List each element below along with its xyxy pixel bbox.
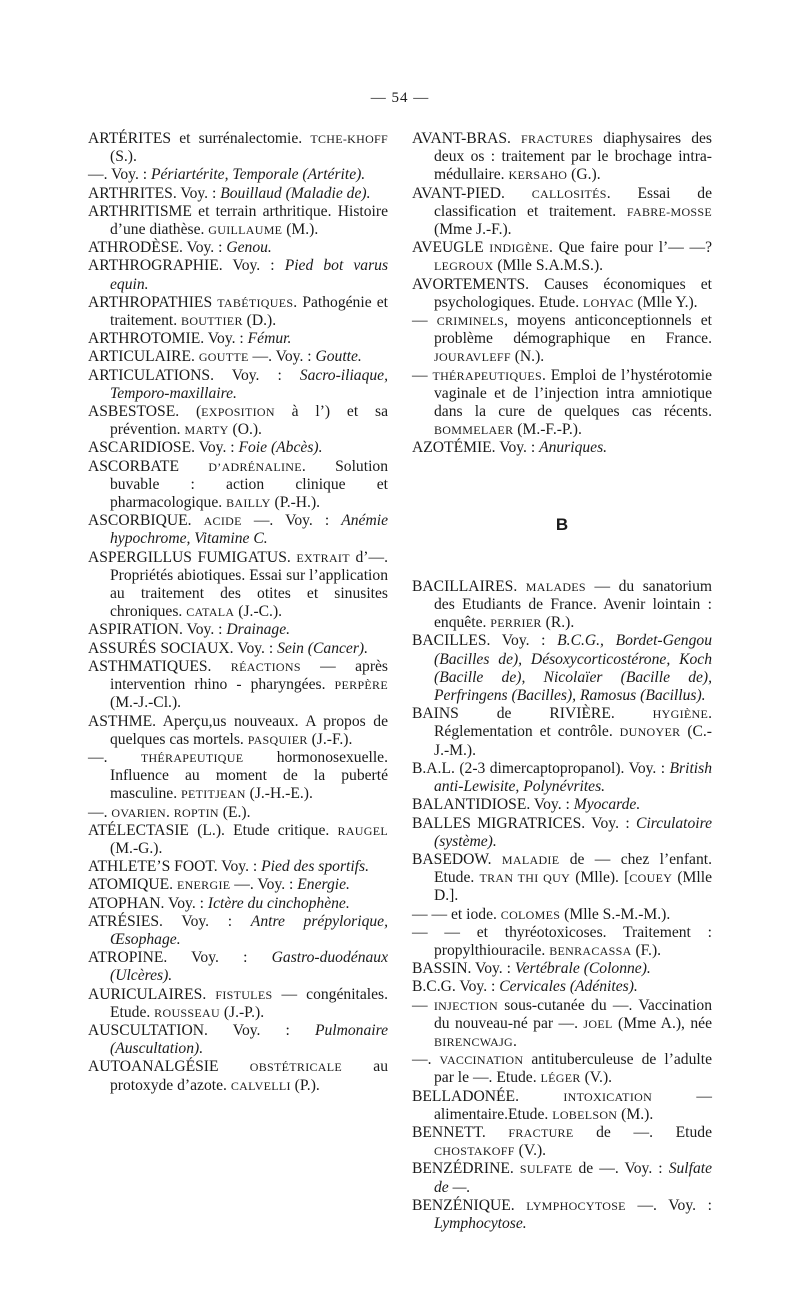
cross-reference: Genou. (226, 239, 272, 257)
entry-text: — — et thyréotoxicoses. Traitement : propylthiouracile. (412, 923, 712, 959)
entry-text: à l’) et sa prévention. (110, 403, 388, 439)
entry-text: (P.-H.). (270, 494, 321, 512)
index-entry (88, 330, 388, 348)
index-entry (412, 367, 712, 440)
index-entry (412, 185, 712, 240)
entry-text: ASCORBIQUE. (88, 512, 204, 530)
entry-text: (V.). (514, 1142, 547, 1160)
entry-text: de —. Voy. : (572, 1160, 669, 1178)
index-entry (88, 895, 388, 913)
index-entry (412, 978, 712, 996)
entry-text: (M.). (617, 1105, 654, 1123)
entry-text: —. Voy. : (625, 1196, 712, 1214)
small-caps-term: COUEY (629, 871, 673, 886)
entry-text: ATOPHAN. Voy. : (88, 894, 208, 912)
entry-text: BALANTIDIOSE. Voy. : (412, 796, 574, 814)
small-caps-term: PASQUIER (247, 732, 308, 747)
small-caps-term: ROUSSEAU (154, 1005, 220, 1020)
index-entry (412, 705, 712, 760)
entry-text: (Mlle). [ (570, 869, 630, 887)
index-entry (88, 512, 388, 548)
cross-reference: Lymphocytose. (434, 1214, 527, 1232)
small-caps-term: CHOSTAKOFF (434, 1144, 515, 1159)
small-caps-term: EXTRAIT (296, 550, 350, 565)
entry-text: ASPIRATION. Voy. : (88, 621, 227, 639)
small-caps-term: CRIMINELS (436, 314, 505, 329)
entry-text: . Pathogénie et traitement. (110, 293, 388, 330)
index-entry (412, 1160, 712, 1196)
cross-reference: Sein (Cancer). (277, 639, 368, 657)
entry-text: AVEUGLE (412, 239, 490, 257)
entry-text: . (165, 803, 174, 821)
small-caps-term: BOMMELAER (434, 423, 514, 438)
index-entry (412, 1088, 712, 1124)
index-entry (88, 549, 388, 622)
entries-right-b (412, 578, 712, 1233)
small-caps-term: LOBELSON (552, 1107, 618, 1122)
index-entry (412, 997, 712, 1052)
entry-text: ASBESTOSE. ( (88, 403, 202, 421)
entry-text: BACILLES. Voy. : (412, 632, 558, 650)
index-entry (412, 1051, 712, 1087)
entries-right-a (412, 130, 712, 458)
index-entry (88, 294, 388, 330)
entry-text: B.A.L. (2-3 dimercaptopropanol). Voy. : (412, 759, 670, 777)
entry-text: AVORTEMENTS. Causes économiques et psychologiques. Etude. (412, 275, 712, 311)
entry-text: de —. Etude (573, 1123, 712, 1141)
small-caps-term: DUNOYER (619, 725, 681, 740)
cross-reference: Fémur. (247, 330, 292, 348)
small-caps-term: FISTULES (215, 987, 273, 1002)
entry-text: (Mlle S.-M.-M.). (560, 905, 671, 923)
small-caps-term: PERRIER (490, 616, 542, 631)
cross-reference: Sulfate de —. (434, 1160, 712, 1196)
small-caps-term: THÉRAPEUTIQUE (140, 750, 244, 765)
entry-text: au protoxyde d’azote. (110, 1058, 388, 1094)
small-caps-term: LYMPHOCYTOSE (526, 1198, 626, 1213)
index-entry (88, 876, 388, 894)
small-caps-term: LOHYAC (583, 295, 634, 310)
cross-reference: Anémie hypochrome, Vitamine C. (110, 512, 388, 548)
index-entry (412, 276, 712, 312)
small-caps-term: TABÉTIQUES (217, 295, 294, 310)
index-entry (88, 130, 388, 166)
small-caps-term: FRACTURES (521, 132, 594, 146)
cross-reference: Pied bot varus equin. (110, 257, 389, 293)
small-caps-term: EXPOSITION (201, 405, 275, 420)
entry-text: ARTHROGRAPHIE. Voy. : (88, 257, 285, 275)
small-caps-term: ENERGIE (176, 878, 231, 893)
small-caps-term: JOURAVLEFF (434, 350, 511, 365)
entry-text: (V.). (580, 1069, 613, 1087)
index-entry (412, 312, 712, 367)
entry-text: ATHRODÈSE. Voy. : (88, 239, 227, 257)
index-entry (412, 239, 712, 275)
small-caps-term: GOUTTE (198, 350, 249, 365)
cross-reference: British anti-Lewisite, Polynévrites. (434, 759, 712, 796)
index-entry (412, 760, 712, 796)
index-entry (88, 986, 388, 1022)
small-caps-term: MARTY (184, 423, 229, 438)
cross-reference: Ictère du cinchophène. (207, 894, 350, 912)
entry-text: AZOTÉMIE. Voy. : (412, 439, 540, 457)
entry-text: . Solution buvable : action clinique et pharmacologique. (110, 457, 388, 512)
index-entry (412, 815, 712, 851)
entry-text: B.C.G. Voy. : (412, 978, 500, 996)
small-caps-term: INTOXICATION (563, 1089, 653, 1104)
entry-text: AVANT-BRAS. (412, 130, 522, 147)
entry-text: BENZÉDRINE. (412, 1160, 520, 1178)
small-caps-term: RAUGEL (337, 823, 388, 838)
cross-reference: Gastro-duodénaux (Ulcères). (110, 949, 388, 985)
index-entry (88, 185, 388, 203)
entry-text: ASPERGILLUS FUMIGATUS. (88, 548, 297, 566)
small-caps-term: BIRENCWAJG (434, 1034, 514, 1049)
small-caps-term: ACIDE (203, 514, 242, 529)
index-entry (88, 367, 388, 403)
index-entry (88, 621, 388, 639)
small-caps-term: CALLOSITÉS (531, 186, 607, 201)
entry-text: BENZÉNIQUE. (412, 1196, 527, 1214)
index-entry (412, 130, 712, 185)
entry-text: (J.-P.). (219, 1003, 265, 1021)
small-caps-term: TCHE-KHOFF (310, 132, 388, 146)
small-caps-term: MALADES (525, 579, 586, 594)
entry-text: (E.). (218, 803, 251, 821)
index-entry (88, 403, 388, 439)
index-entry (412, 1197, 712, 1233)
entry-text: diaphysaires des deux os : traitement par le brochage intra-médullaire. (434, 130, 712, 184)
page-number: — 54 — (370, 90, 430, 106)
entry-text: ASTHME. Aperçu,us nouveaux. A propos de quelques cas mortels. (88, 712, 388, 748)
small-caps-term: KERSAHO (508, 168, 568, 183)
index-entry (412, 578, 712, 633)
index-entry (412, 851, 712, 906)
small-caps-term: MALADIE (501, 852, 560, 867)
entry-text: . Que faire pour l’— —? (549, 239, 712, 257)
entry-text: (D.). (242, 312, 277, 330)
cross-reference: Cervicales (Adénites). (499, 978, 638, 996)
entry-text: — après intervention rhino - pharyngées. (110, 657, 388, 694)
entry-text: (N.). (510, 348, 545, 366)
index-entry (88, 658, 388, 713)
index-entry (88, 713, 388, 749)
entry-text: — (412, 312, 437, 330)
small-caps-term: THÉRAPEUTIQUES (432, 368, 542, 383)
index-entry (88, 822, 388, 858)
index-entry (88, 1058, 388, 1094)
entry-text: sous-cutanée du —. Vaccination du nouveau-né par —. (434, 996, 712, 1032)
entry-text: AUTOANALGÉSIE (88, 1058, 250, 1076)
entry-text: ASSURÉS SOCIAUX. Voy. : (88, 639, 278, 657)
entry-text: ARTICULATIONS. Voy. : (88, 366, 300, 384)
entry-text: (M.-F.-P.). (513, 421, 582, 439)
entry-text: (Mme J.-F.). (434, 221, 512, 239)
entry-text: (Mme A.), née (612, 1014, 712, 1032)
entry-text: ATOMIQUE. (88, 876, 177, 894)
entry-text: antituberculeuse de l’adulte par le —. Etude. (434, 1051, 712, 1087)
entry-text: ATRÉSIES. Voy. : (88, 912, 251, 930)
cross-reference: Anuriques. (539, 439, 608, 457)
small-caps-term: OBSTÉTRICALE (249, 1060, 343, 1075)
index-entry (88, 203, 388, 239)
small-caps-term: BOUTTIER (181, 314, 243, 329)
entry-text: — du sanatorium des Etudiants de France. Avenir lointain : enquête. (434, 577, 712, 632)
entry-text: (M.). (282, 221, 319, 239)
index-entry (412, 796, 712, 814)
entry-text: (Mlle D.]. (434, 869, 712, 905)
small-caps-term: CATALA (186, 605, 235, 620)
index-entry (88, 749, 388, 804)
cross-reference: B.C.G., Bordet-Gengou (Bacilles de), Désoxycorticostérone, Koch (Bacille de), Nicolaïer (Bacille de), Perfringens (Bacilles), Ramosus (Bacillus). (434, 632, 712, 705)
cross-reference: Périartérite, Temporale (Artérite). (150, 166, 366, 184)
entry-text: (Mlle Y.). (633, 293, 698, 311)
index-entry (412, 924, 712, 960)
small-caps-term: VACCINATION (439, 1053, 524, 1068)
cross-reference: Pied des sportifs. (261, 858, 369, 876)
entry-text: ASCARIDIOSE. Voy. : (88, 439, 239, 457)
small-caps-term: OVARIEN (111, 805, 166, 820)
small-caps-term: FABRE-MOSSE (626, 204, 712, 219)
entry-text: — alimentaire.Etude. (434, 1087, 712, 1123)
entry-text: (O.). (228, 421, 262, 439)
entry-text: — — et iode. (412, 905, 501, 923)
entry-text: BAINS de RIVIÈRE. (412, 705, 653, 723)
entry-text: (C.-J.-M.). (434, 723, 712, 759)
small-caps-term: FRACTURE (508, 1125, 574, 1140)
index-entry (88, 804, 388, 822)
small-caps-term: ROPTIN (173, 805, 219, 820)
index-entry (412, 960, 712, 978)
entry-text: AURICULAIRES. (88, 985, 216, 1003)
entry-text: ATROPINE. Voy. : (88, 949, 272, 967)
index-entry (88, 858, 388, 876)
entry-text: (G.). (567, 166, 601, 184)
cross-reference: Myocarde. (573, 796, 641, 814)
entry-text: ASTHMATIQUES. (88, 657, 231, 675)
entry-text: BELLADONÉE. (412, 1087, 564, 1105)
cross-reference: Foie (Abcès). (238, 439, 323, 457)
entry-text: AUSCULTATION. Voy. : (88, 1021, 315, 1039)
entry-text: (R.). (541, 614, 575, 632)
entry-text: ATÉLECTASIE (L.). Etude critique. (88, 821, 338, 839)
small-caps-term: SULFATE (519, 1162, 573, 1177)
entry-text: (Mlle S.A.M.S.). (493, 257, 604, 275)
index-entry (88, 257, 388, 293)
cross-reference: Pulmonaire (Auscultation). (110, 1021, 388, 1058)
entry-text: —. Voy. : (230, 876, 298, 894)
small-caps-term: BAILLY (226, 496, 271, 511)
cross-reference: Bouillaud (Maladie de). (220, 184, 371, 202)
entry-text: hormonosexuelle. Influence au moment de la puberté masculine. (110, 748, 388, 803)
small-caps-term: PETITJEAN (181, 787, 246, 802)
entry-text: (S.). (110, 148, 137, 166)
entry-text: (J.-H.-E.). (245, 785, 313, 803)
entry-text: ARTÉRITES et surrénalectomie. (88, 130, 311, 147)
entry-text: — congénitales. Etude. (110, 985, 389, 1021)
small-caps-term: JOEL (583, 1016, 613, 1031)
entry-text: ARTHRITISME et terrain arthritique. Histoire d’une diathèse. (88, 202, 388, 239)
index-entry (88, 239, 388, 257)
index-entry (88, 949, 388, 985)
entry-text: de — chez l’enfant. Etude. (434, 850, 712, 887)
cross-reference: Vertébrale (Colonne). (514, 960, 651, 978)
entry-text: ARTHRITES. Voy. : (88, 184, 221, 202)
index-entry (88, 166, 388, 184)
entry-text: (J.-C.). (234, 603, 283, 621)
index-entry (412, 439, 712, 457)
entry-text: (P.). (290, 1076, 320, 1094)
entry-text: —. (412, 1051, 440, 1069)
entry-text: BASEDOW. (412, 850, 502, 868)
entry-text: BENNETT. (412, 1123, 509, 1141)
entry-text: , moyens anticonceptionnels et problème démographique en France. (434, 312, 712, 348)
entry-text: . Réglementation et contrôle. (434, 705, 712, 741)
index-entry (88, 640, 388, 658)
entry-text: AVANT-PIED. (412, 184, 532, 202)
small-caps-term: LÉGER (540, 1071, 581, 1086)
entry-text: (M.-J.-Cl.). (110, 694, 182, 712)
small-caps-term: INJECTION (433, 998, 498, 1013)
small-caps-term: GUILLAUME (208, 223, 283, 238)
index-entry (412, 632, 712, 705)
index-entry (88, 348, 388, 366)
entry-text: ARTICULAIRE. (88, 348, 199, 366)
entry-text: ARTHROTOMIE. Voy. : (88, 330, 248, 348)
entry-text: BACILLAIRES. (412, 577, 526, 595)
index-column-left (88, 130, 388, 1095)
small-caps-term: D’ADRÉNALINE (208, 459, 302, 474)
entries-left (88, 130, 388, 1095)
index-entry (88, 913, 388, 949)
entry-text: —. (88, 748, 141, 766)
entry-text: . (513, 1032, 517, 1050)
entry-text: d’—. Propriétés abiotiques. Essai sur l’application au traitement des otites et sinusites chroniques. (110, 548, 388, 621)
entry-text: . Essai de classification et traitement. (434, 184, 712, 220)
small-caps-term: LEGROUX (434, 259, 494, 274)
entry-text: BASSIN. Voy. : (412, 960, 515, 978)
entry-text: (J.-F.). (307, 730, 353, 748)
index-entry (88, 439, 388, 457)
index-entry (88, 458, 388, 513)
entry-text: BALLES MIGRATRICES. Voy. : (412, 814, 637, 832)
cross-reference: Goutte. (315, 348, 362, 366)
small-caps-term: COLOMES (500, 907, 561, 922)
cross-reference: Circulatoire (système). (434, 814, 712, 850)
index-entry (412, 1124, 712, 1160)
entry-text: ASCORBATE (88, 457, 209, 475)
cross-reference: Energie. (297, 876, 350, 894)
entry-text: —. Voy. : (241, 512, 342, 530)
entry-text: — (412, 366, 433, 384)
section-letter-heading: B (555, 514, 569, 534)
entry-text: . Emploi de l’hystérotomie vaginale et de l’injection intra amniotique dans la cure de quelques cas récents. (434, 366, 713, 421)
small-caps-term: BENRACASSA (549, 943, 632, 958)
index-entry (88, 1022, 388, 1058)
index-entry (412, 906, 712, 924)
entry-text: ATHLETE’S FOOT. Voy. : (88, 858, 262, 876)
entry-text: —. Voy. : (88, 166, 151, 184)
small-caps-term: HYGIÈNE (652, 707, 709, 722)
small-caps-term: CALVELLI (230, 1078, 291, 1093)
cross-reference: Drainage. (226, 621, 291, 639)
cross-reference: Sacro-iliaque, Temporo-maxillaire. (110, 366, 388, 402)
small-caps-term: PERPÈRE (334, 678, 388, 693)
entry-text: (M.-G.). (110, 839, 163, 857)
entry-text: — (412, 996, 434, 1014)
small-caps-term: TRAN THI QUY (479, 871, 571, 886)
index-column-right (412, 130, 712, 1233)
small-caps-term: RÉACTIONS (230, 659, 301, 674)
entry-text: (F.). (631, 941, 662, 959)
cross-reference: Antre prépylorique, Œsophage. (110, 912, 388, 948)
small-caps-term: INDIGÈNE (489, 241, 549, 256)
entry-text: —. (88, 803, 112, 821)
entry-text: —. Voy. : (248, 348, 316, 366)
entry-text: ARTHROPATHIES (88, 293, 218, 311)
